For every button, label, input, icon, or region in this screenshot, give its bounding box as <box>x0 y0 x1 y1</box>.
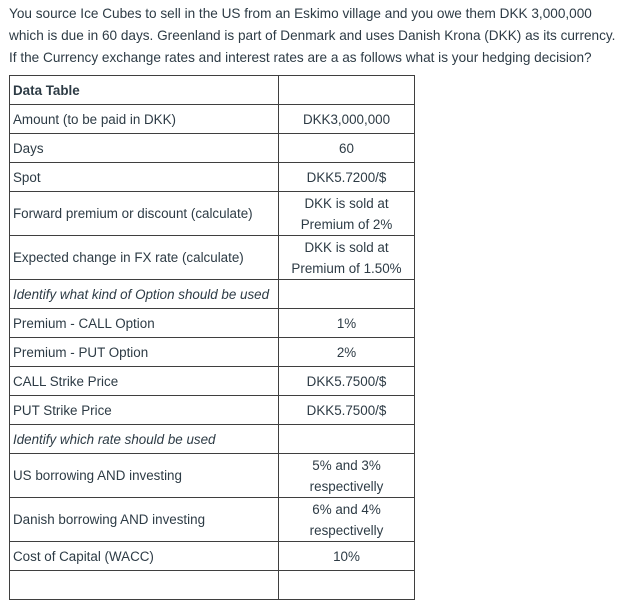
row-value <box>279 236 415 280</box>
table-row-option-kind <box>10 280 415 309</box>
table-row-danish-rates <box>10 498 415 542</box>
row-label: Danish borrowing AND investing <box>10 498 279 542</box>
row-label: US borrowing AND investing <box>10 454 279 498</box>
question-line-3: If the Currency exchange rates and interest rates are a as follows what is your hedging decision? <box>9 50 592 65</box>
row-value-line-1: DKK is sold at <box>304 195 389 211</box>
row-value-empty <box>279 571 415 600</box>
row-label: Days <box>10 134 279 163</box>
table-row-partial <box>10 571 415 600</box>
row-value: DKK5.7200/$ <box>279 163 415 192</box>
table-header-empty-cell <box>279 76 415 105</box>
table-header-row <box>10 76 415 105</box>
row-value-line-1: 6% and 4% <box>312 501 381 517</box>
row-label: PUT Strike Price <box>10 396 279 425</box>
question-line-2: which is due in 60 days. Greenland is part of Denmark and uses Danish Krona (DKK) as its currency. <box>9 28 616 43</box>
table-row-spot <box>10 163 415 192</box>
row-value: DKK5.7500/$ <box>279 396 415 425</box>
table-row-call-premium <box>10 309 415 338</box>
row-label: Expected change in FX rate (calculate) <box>10 236 279 280</box>
table-row-call-strike <box>10 367 415 396</box>
row-label: Amount (to be paid in DKK) <box>10 105 279 134</box>
table-row-wacc <box>10 542 415 571</box>
row-value: 1% <box>279 309 415 338</box>
table-row-forward-premium <box>10 192 415 236</box>
question-line-1: You source Ice Cubes to sell in the US from an Eskimo village and you owe them DKK 3,000,000 <box>9 6 592 21</box>
row-label: Identify which rate should be used <box>10 425 279 454</box>
row-label: Identify what kind of Option should be used <box>10 280 279 309</box>
table-row-us-rates <box>10 454 415 498</box>
row-value-line-2: Premium of 1.50% <box>291 260 402 276</box>
table-row-expected-change <box>10 236 415 280</box>
row-label: Premium - PUT Option <box>10 338 279 367</box>
row-label: Cost of Capital (WACC) <box>10 542 279 571</box>
row-label: CALL Strike Price <box>10 367 279 396</box>
row-value: DKK3,000,000 <box>279 105 415 134</box>
table-row-days <box>10 134 415 163</box>
row-value <box>279 425 415 454</box>
row-value-line-1: 5% and 3% <box>312 457 381 473</box>
row-value: DKK5.7500/$ <box>279 367 415 396</box>
row-value-line-2: respectivelly <box>309 522 384 538</box>
row-label-empty <box>10 571 279 600</box>
table-row-put-premium <box>10 338 415 367</box>
row-value-line-1: DKK is sold at <box>304 239 389 255</box>
table-row-amount <box>10 105 415 134</box>
row-label: Forward premium or discount (calculate) <box>10 192 279 236</box>
row-label: Premium - CALL Option <box>10 309 279 338</box>
row-value: 60 <box>279 134 415 163</box>
row-value <box>279 498 415 542</box>
row-value <box>279 454 415 498</box>
row-value: 10% <box>279 542 415 571</box>
table-row-put-strike <box>10 396 415 425</box>
row-value-line-2: respectivelly <box>309 478 384 494</box>
table-header: Data Table <box>10 76 279 105</box>
row-value: 2% <box>279 338 415 367</box>
data-table <box>9 75 415 600</box>
table-row-rate-choice <box>10 425 415 454</box>
question-text <box>9 3 641 69</box>
row-label: Spot <box>10 163 279 192</box>
row-value <box>279 192 415 236</box>
row-value-line-2: Premium of 2% <box>300 216 393 232</box>
row-value <box>279 280 415 309</box>
